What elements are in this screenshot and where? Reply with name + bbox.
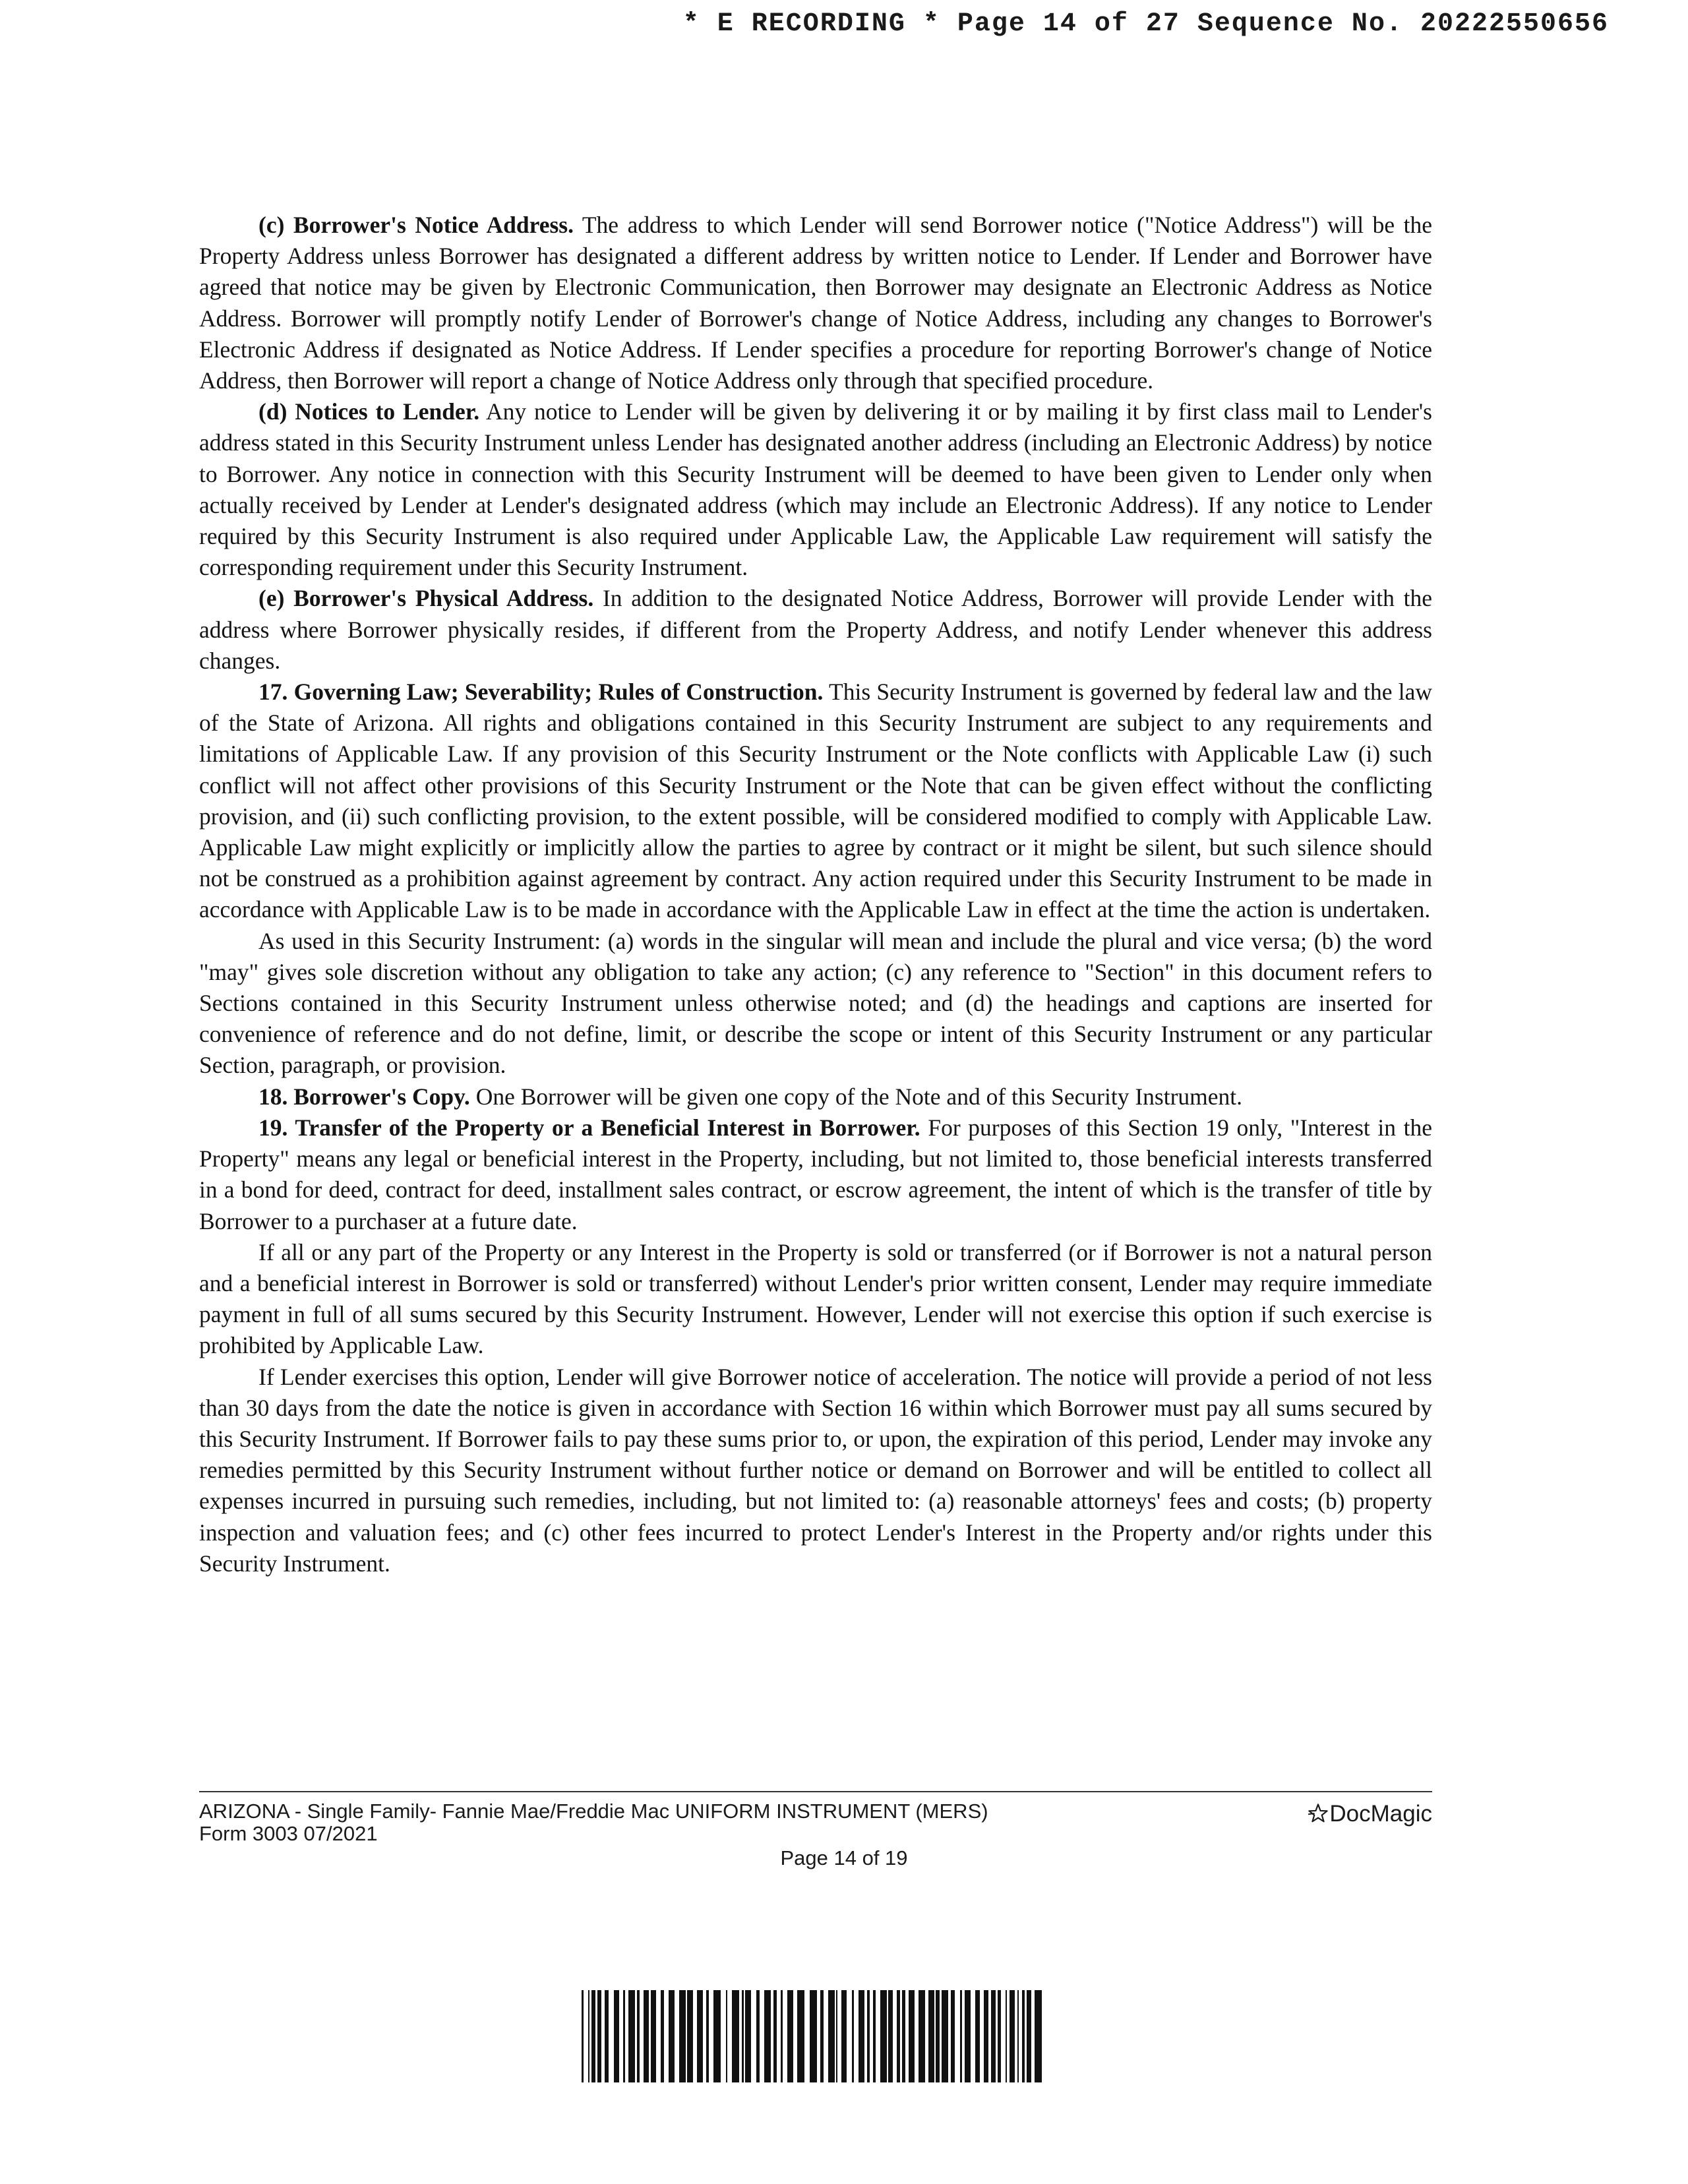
paragraph-text: Any notice to Lender will be given by delivering it or by mailing it by first class mail to Lender's address stated in this Security Instrument unless Lender has designated another address (including an Electronic Address) by notice to Borrower. Any notice in connection with this Security Instrument will be deemed to have been given to Lender only when actually received by Lender at Lender's designated address (which may include an Electronic Address). If any notice to Lender required by this Security Instrument is also required under Applicable Law, the Applicable Law requirement will satisfy the corresponding requirement under this Security Instrument. [199, 398, 1432, 581]
paragraph-text: If Lender exercises this option, Lender will give Borrower notice of acceleration. The notice will provide a period of not less than 30 days from the date the notice is given in accordance with Section 16 within which Borrower must pay all sums secured by this Security Instrument. If Borrower fails to pay these sums prior to, or upon, the expiration of this period, Lender may invoke any remedies permitted by this Security Instrument without further notice or demand on Borrower and will be entitled to collect all expenses incurred in pursuing such remedies, including, but not limited to: (a) reasonable attorneys' fees and costs; (b) property inspection and valuation fees; and (c) other fees incurred to protect Lender's Interest in the Property and/or rights under this Security Instrument. [199, 1363, 1432, 1577]
paragraph-text: In addition to the designated Notice Address, Borrower will provide Lender with the address where Borrower physically resides, if different from the Property Address, and notify Lender whenever this address changes. [199, 585, 1432, 674]
page-footer [199, 1800, 1432, 1845]
form-title: ARIZONA - Single Family- Fannie Mae/Freddie Mac UNIFORM INSTRUMENT (MERS) [199, 1800, 988, 1823]
paragraph-heading: 17. Governing Law; Severability; Rules of Construction. [258, 679, 824, 706]
paragraph-transfer-of-property [199, 1112, 1432, 1237]
paragraph-construction-rules [199, 926, 1432, 1081]
docmagic-logo [1307, 1803, 1432, 1825]
paragraph-transfer-consent [199, 1237, 1432, 1362]
paragraph-notice-address [199, 210, 1432, 396]
page-number: Page 14 of 19 [780, 1846, 908, 1869]
brand-name: DocMagic [1329, 1801, 1432, 1827]
recording-stamp-header: * E RECORDING * Page 14 of 27 Sequence No. 20222550656 [682, 9, 1609, 39]
paragraph-text: The address to which Lender will send Borrower notice ("Notice Address") will be the Property Address unless Borrower has designated a different address by written notice to Lender. If Lender and Borrower have agreed that notice may be given by Electronic Communication, then Borrower may designate an Electronic Address as Notice Address. Borrower will promptly notify Lender of Borrower's change of Notice Address, including any changes to Borrower's Electronic Address if designated as Notice Address. If Lender specifies a procedure for reporting Borrower's change of Notice Address, then Borrower will report a change of Notice Address only through that specified procedure. [199, 212, 1433, 394]
document-body [199, 210, 1432, 1579]
paragraph-borrowers-copy [199, 1081, 1432, 1112]
paragraph-heading: 19. Transfer of the Property or a Beneficial Interest in Borrower. [258, 1114, 920, 1141]
paragraph-heading: (c) Borrower's Notice Address. [258, 212, 574, 238]
paragraph-notices-to-lender [199, 396, 1432, 583]
paragraph-acceleration-notice [199, 1362, 1432, 1579]
star-icon [1307, 1804, 1329, 1823]
paragraph-text: For purposes of this Section 19 only, "Interest in the Property" means any legal or beneficial interest in the Property, including, but not limited to, those beneficial interests transferred in a bond for deed, contract for deed, installment sales contract, or escrow agreement, the intent of which is the transfer of title by Borrower to a purchaser at a future date. [199, 1114, 1432, 1234]
footer-divider [199, 1791, 1432, 1792]
paragraph-heading: (d) Notices to Lender. [258, 398, 480, 425]
form-number: Form 3003 07/2021 [199, 1822, 378, 1845]
paragraph-text: As used in this Security Instrument: (a) words in the singular will mean and include the plural and vice versa; (b) the word "may" gives sole discretion without any obligation to take any action; (c) any reference to "Section" in this document refers to Sections contained in this Security Instrument unless otherwise noted; and (d) the headings and captions are inserted for convenience of reference and do not define, limit, or describe the scope or intent of this Security Instrument or any particular Section, paragraph, or provision. [199, 927, 1432, 1079]
paragraph-text: If all or any part of the Property or any Interest in the Property is sold or transferred (or if Borrower is not a natural person and a beneficial interest in Borrower is sold or transferred) without Lender's prior written consent, Lender may require immediate payment in full of all sums secured by this Security Instrument. However, Lender will not exercise this option if such exercise is prohibited by Applicable Law. [199, 1238, 1432, 1359]
paragraph-text: This Security Instrument is governed by federal law and the law of the State of Arizona. All rights and obligations contained in this Security Instrument are subject to any requirements and limitations of Applicable Law. If any provision of this Security Instrument or the Note conflicts with Applicable Law (i) such conflict will not affect other provisions of this Security Instrument or the Note that can be given effect without the conflicting provision, and (ii) such conflicting provision, to the extent possible, will be considered modified to comply with Applicable Law. Applicable Law might explicitly or implicitly allow the parties to agree by contract or it might be silent, but such silence should not be construed as a prohibition against agreement by contract. Any action required under this Security Instrument to be made in accordance with Applicable Law is to be made in accordance with the Applicable Law in effect at the time the action is undertaken. [199, 679, 1432, 923]
paragraph-text: One Borrower will be given one copy of the Note and of this Security Instrument. [469, 1083, 1243, 1110]
barcode [582, 1990, 1043, 2082]
paragraph-heading: (e) Borrower's Physical Address. [258, 585, 594, 612]
paragraph-heading: 18. Borrower's Copy. [258, 1083, 470, 1110]
paragraph-governing-law [199, 677, 1432, 926]
paragraph-physical-address [199, 583, 1432, 677]
